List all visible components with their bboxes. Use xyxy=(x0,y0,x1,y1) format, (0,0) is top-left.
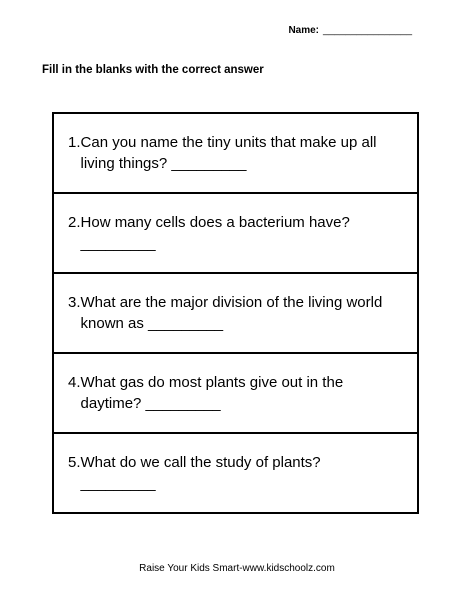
question-cell-2 xyxy=(54,194,417,274)
name-blank[interactable]: ________________ xyxy=(323,25,412,36)
question-text: What do we call the study of plants? _________ xyxy=(80,454,321,492)
question-number: 1. xyxy=(68,134,81,151)
question-text: Can you name the tiny units that make up all living things? _________ xyxy=(80,134,377,172)
question-text: What are the major division of the living world known as _________ xyxy=(80,294,383,332)
question-number: 5. xyxy=(68,454,81,471)
question-cell-5 xyxy=(54,434,417,512)
name-field-row xyxy=(288,25,412,36)
question-number: 4. xyxy=(68,374,81,391)
instructions-heading: Fill in the blanks with the correct answer xyxy=(42,64,264,76)
questions-table xyxy=(52,112,419,514)
question-cell-3 xyxy=(54,274,417,354)
question-text: What gas do most plants give out in the daytime? _________ xyxy=(80,374,344,412)
footer-credit: Raise Your Kids Smart-www.kidschoolz.com xyxy=(139,563,335,574)
name-label: Name: xyxy=(288,25,320,36)
question-number: 3. xyxy=(68,294,81,311)
question-text: How many cells does a bacterium have? _________ xyxy=(80,214,350,252)
question-cell-1 xyxy=(54,114,417,194)
question-cell-4 xyxy=(54,354,417,434)
question-number: 2. xyxy=(68,214,81,231)
